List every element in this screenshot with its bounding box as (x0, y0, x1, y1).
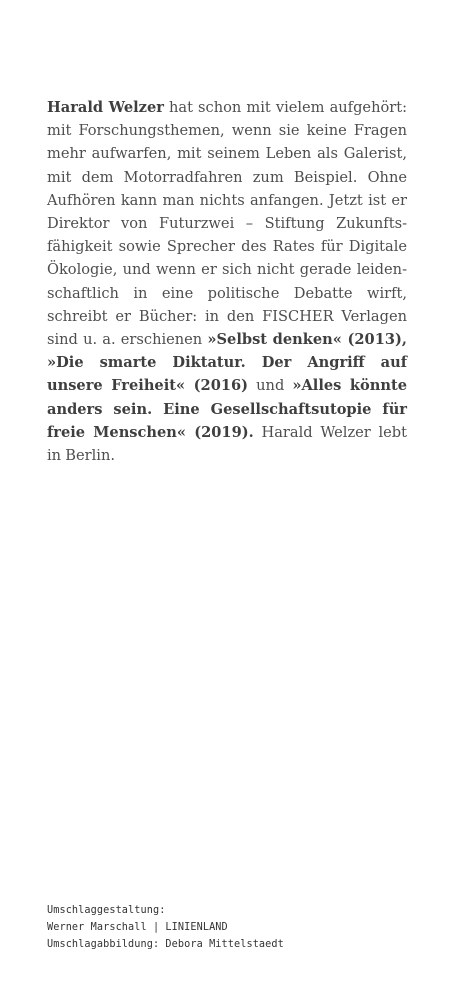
bio-text-1: hat schon mit vielem aufgehört: mit Forschungsthemen, wenn sie keine Fragen mehr aufwarfen, mit seinem Leben als Galerist, mit dem Motorradfahren zum Beispiel. Ohne Aufhören kann man nichts anfangen. Jetzt ist er Direktor von Futurzwei – Stiftung Zukunftsfähigkeit sowie Sprecher des Rates für Digitale Ökologie, und wenn er sich nicht gerade leidenschaftlich in eine politische Debatte wirft, schreibt er Bücher: in den FISCHER Verlagen sind u. a. erschienen (47, 99, 408, 349)
bio-text-3: Harald Welzer lebt in Berlin. (47, 423, 407, 465)
credit-cover-designer: Werner Marschall | LINIENLAND (47, 921, 228, 933)
book-titles-1: »Selbst denken« (2013), »Die smarte Diktatur. Der Angriff auf unsere Freiheit« (2016) (47, 331, 407, 395)
cover-credits (47, 903, 427, 953)
credit-cover-design-label: Umschlaggestaltung: (47, 905, 166, 916)
author-bio (47, 96, 407, 467)
author-name: Harald Welzer (47, 99, 164, 116)
credit-cover-image: Umschlagabbildung: Debora Mittelstaedt (47, 938, 284, 950)
book-titles-2: »Alles könnte anders sein. Eine Gesellschaftsutopie für freie Menschen« (2019). (47, 377, 407, 441)
bio-text-2: und (248, 377, 293, 395)
